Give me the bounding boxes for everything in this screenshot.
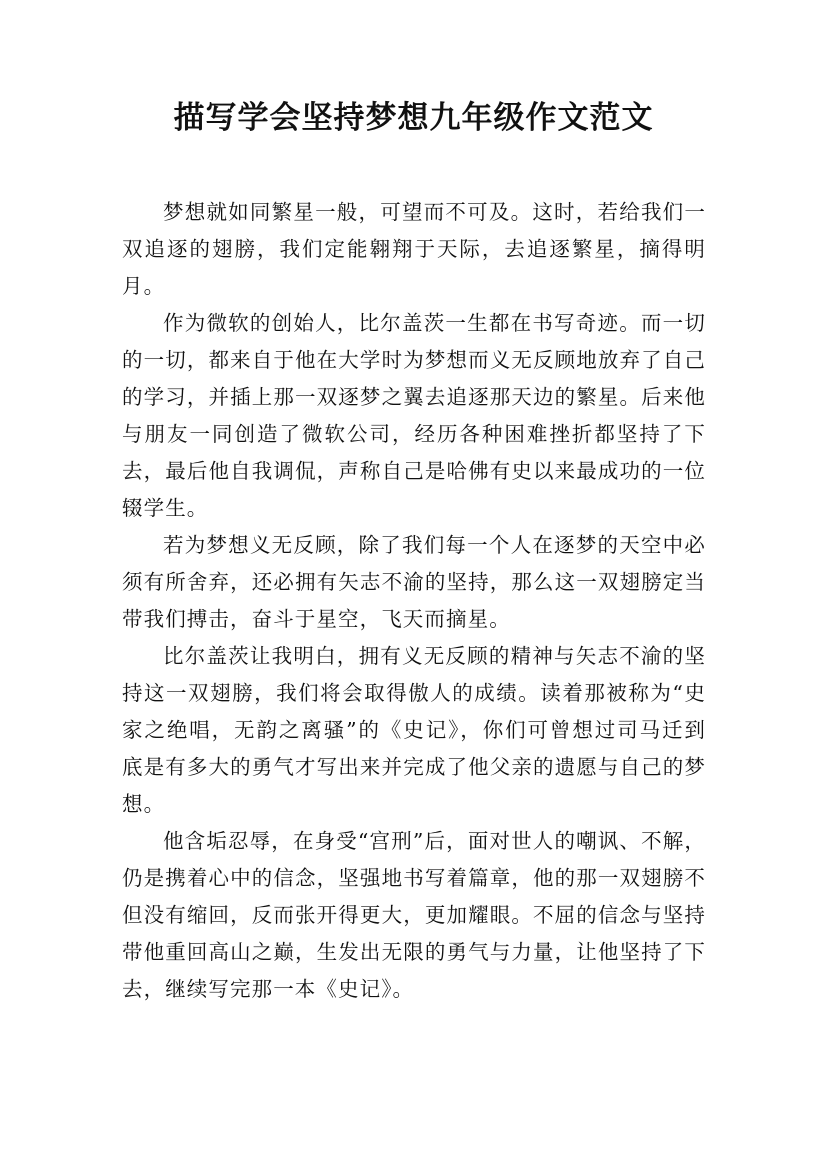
document-title: 描写学会坚持梦想九年级作文范文 (173, 100, 654, 136)
paragraph-3: 若为梦想义无反顾，除了我们每一个人在逐梦的天空中必须有所舍弃，还必拥有矢志不渝的坚持，那么这一双翅膀定当带我们搏击，奋斗于星空，飞天而摘星。 (122, 533, 706, 631)
paragraph-4: 比尔盖茨让我明白，拥有义无反顾的精神与矢志不渝的坚持这一双翅膀，我们将会取得傲人的成绩。读着那被称为“史家之绝唱，无韵之离骚”的《史记》，你们可曾想过司马迁到底是有多大的勇气才写出来并完成了他父亲的遗愿与自己的梦想。 (122, 644, 706, 816)
document-body (122, 194, 706, 1008)
paragraph-5: 他含垢忍辱，在身受“宫刑”后，面对世人的嘲讽、不解，仍是携着心中的信念，坚强地书写着篇章，他的那一双翅膀不但没有缩回，反而张开得更大，更加耀眼。不屈的信念与坚持带他重回高山之巅，生发出无限的勇气与力量，让他坚持了下去，继续写完那一本《史记》。 (122, 829, 706, 1001)
paragraph-1: 梦想就如同繁星一般，可望而不可及。这时，若给我们一双追逐的翅膀，我们定能翱翔于天际，去追逐繁星，摘得明月。 (122, 200, 706, 298)
paragraph-2: 作为微软的创始人，比尔盖茨一生都在书写奇迹。而一切的一切，都来自于他在大学时为梦想而义无反顾地放弃了自己的学习，并插上那一双逐梦之翼去追逐那天边的繁星。后来他与朋友一同创造了微软公司，经历各种困难挫折都坚持了下去，最后他自我调侃，声称自己是哈佛有史以来最成功的一位辍学生。 (122, 311, 706, 520)
